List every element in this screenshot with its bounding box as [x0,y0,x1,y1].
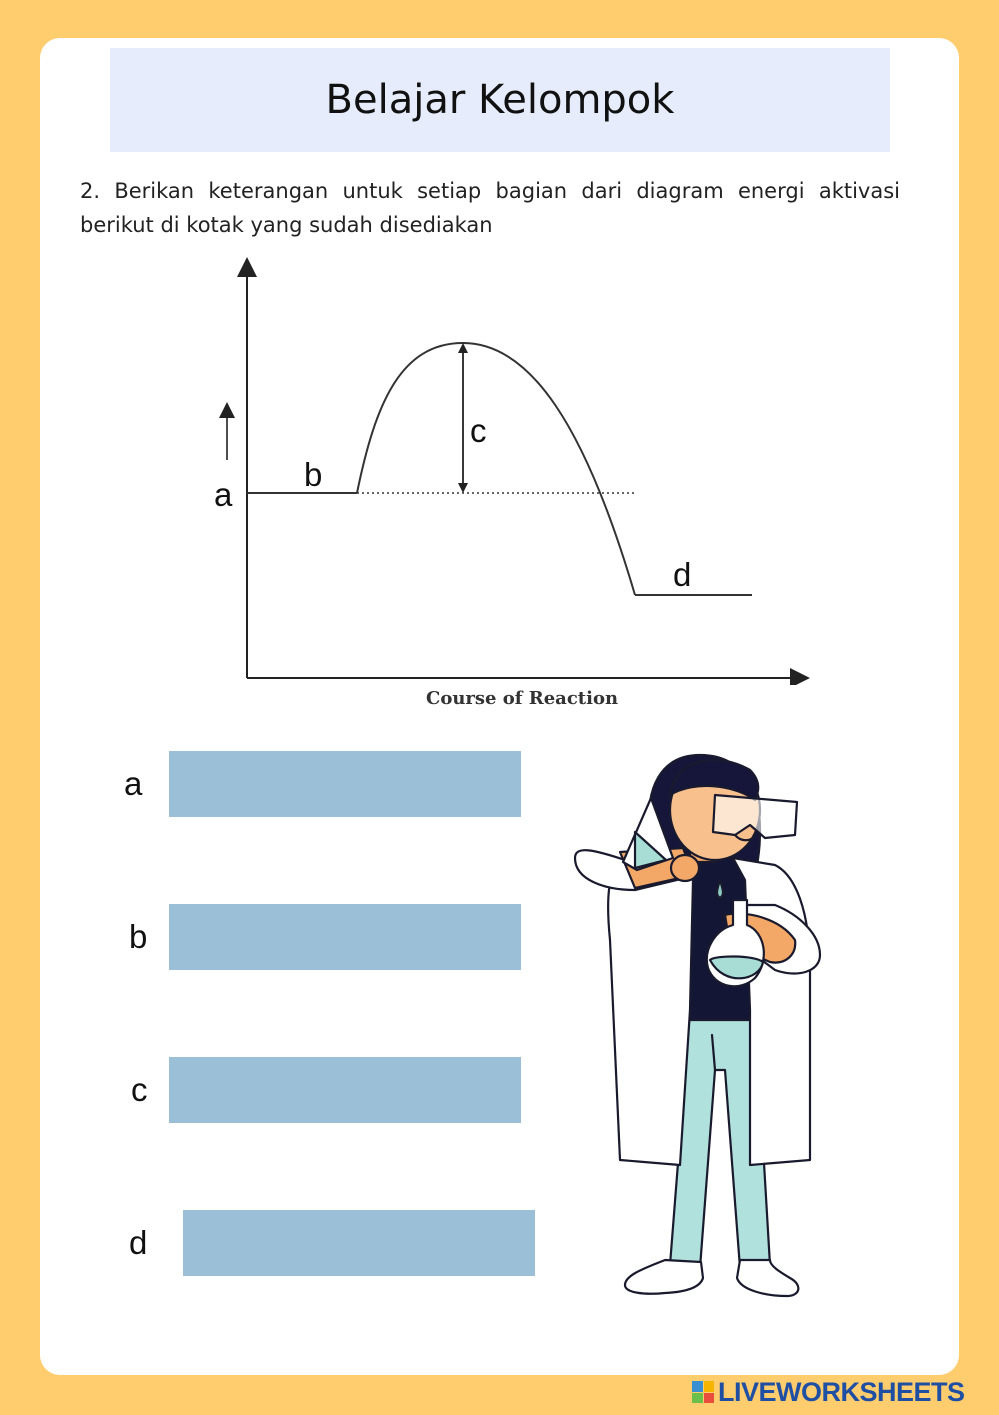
x-axis-caption: Course of Reaction [426,688,619,709]
answer-input-b[interactable] [169,904,521,970]
answer-label-c: c [131,1071,148,1108]
answer-input-c[interactable] [169,1057,521,1123]
answer-label-b: b [129,918,148,955]
answer-input-d[interactable] [183,1210,535,1276]
instruction-text: 2. Berikan keterangan untuk setiap bagian dari diagram energi aktivasi berikut di kotak yang sudah disediakan [80,179,900,237]
liveworksheets-logo [692,1376,965,1408]
page-title: Belajar Kelompok [325,77,675,123]
footer-brand: LIVEWORKSHEETS [718,1376,965,1407]
diagram-label-d: d [673,556,692,593]
energy-curve [357,343,635,595]
activation-energy-diagram [200,255,820,685]
answer-label-a: a [124,765,143,802]
diagram-label-b: b [304,456,323,493]
answer-label-d: d [129,1224,148,1261]
diagram-label-c: c [470,412,487,449]
answer-input-a[interactable] [169,751,521,817]
logo-mark-icon [692,1381,714,1403]
scientist-illustration [565,740,835,1310]
diagram-label-a: a [214,476,233,513]
title-banner [110,48,890,152]
